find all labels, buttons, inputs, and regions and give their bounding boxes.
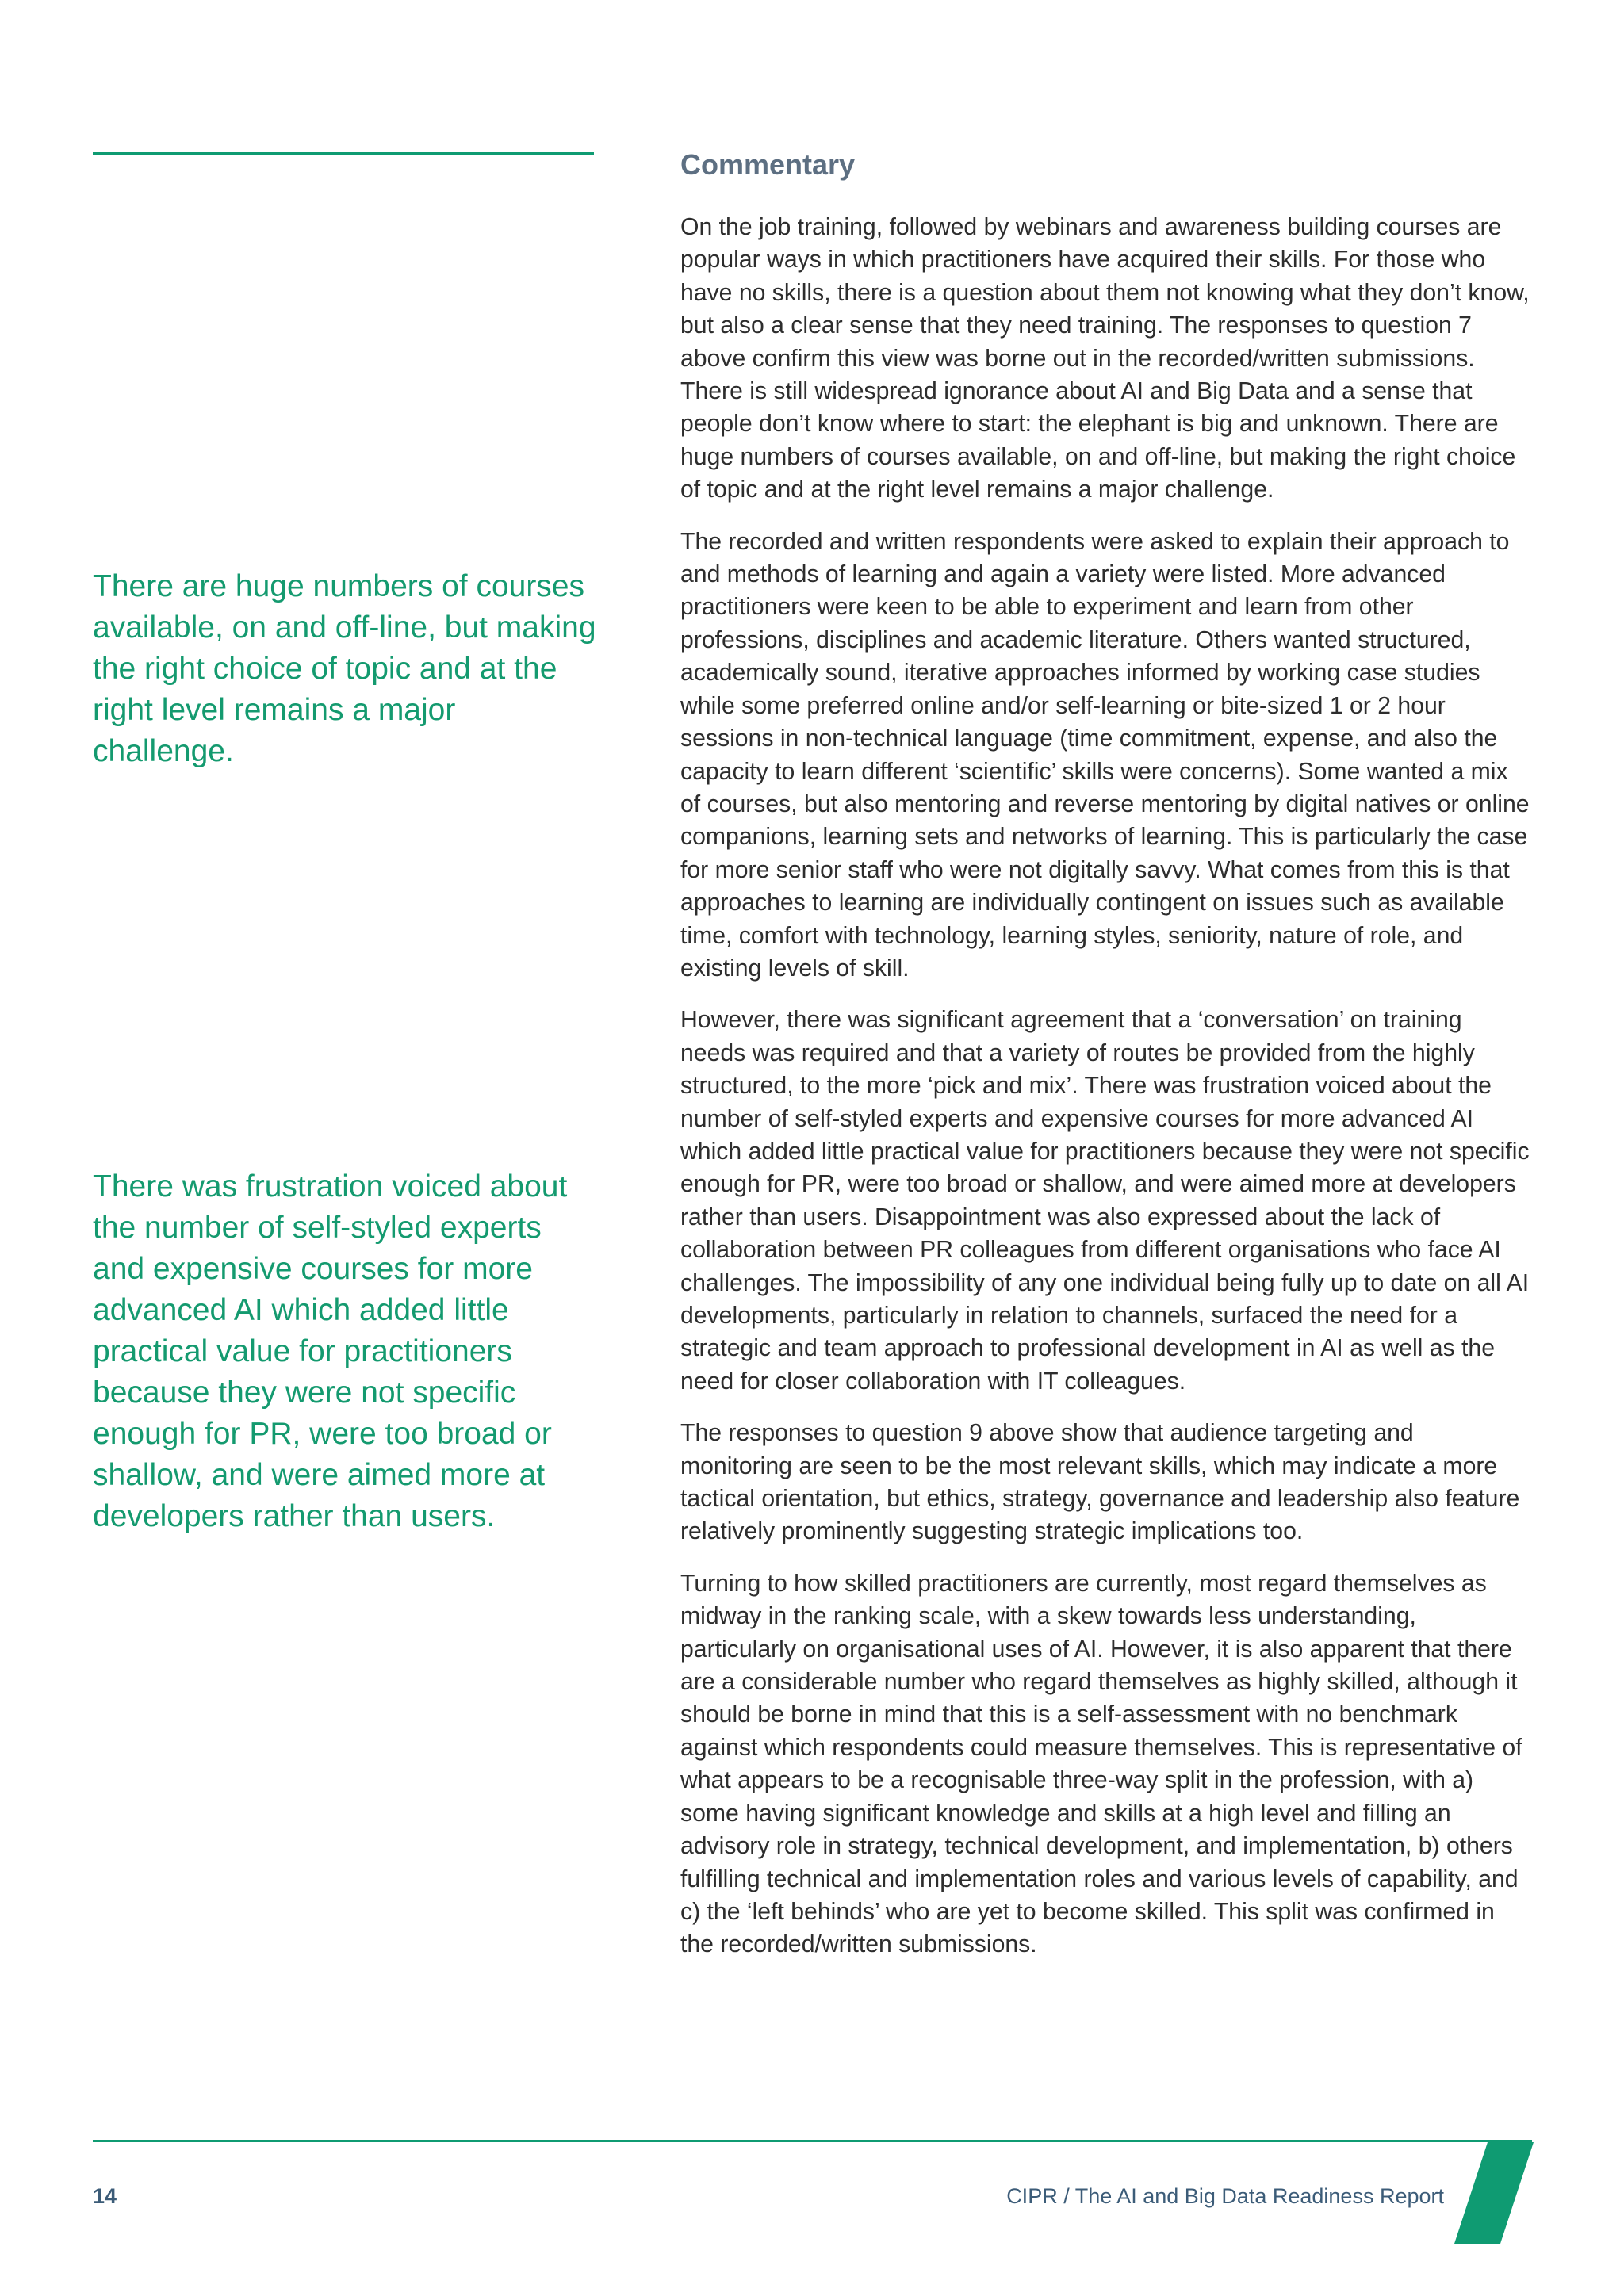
pullquote-frustration: There was frustration voiced about the number of self-styled experts and expensive courses for more advanced AI which added little practical value for practitioners because they were not specific enough for PR, were too broad or shallow, and were aimed more at developers rather than users. bbox=[93, 1169, 568, 1533]
paragraph-learning-methods: The recorded and written respondents were asked to explain their approach to and methods of learning and again a variety were listed. More advanced practitioners were keen to be able to experiment and learn from other professions, disciplines and academic literature. Others wanted structured, academically sound, iterative approaches informed by working case studies while some preferred online and/or self-learning or bite-sized 1 or 2 hour sessions in non-technical language (time commitment, expense, and also the capacity to learn different ‘scientific’ skills were concerns). Some wanted a mix of courses, but also mentoring and reverse mentoring by digital natives or online companions, learning sets and networks of learning. This is particularly the case for more senior staff who were not digitally savvy. What comes from this is that approaches to learning are individually contingent on issues such as available time, comfort with technology, learning styles, seniority, nature of role, and existing levels of skill. bbox=[680, 528, 1530, 982]
top-divider bbox=[93, 152, 594, 155]
paragraph-skill-levels: Turning to how skilled practitioners are currently, most regard themselves as midway in the ranking scale, with a skew towards less understanding, particularly on organisational uses of AI. However, it is also apparent that there are a considerable number who regard themselves as highly skilled, although it should be borne in mind that this is a self-assessment with no benchmark against which respondents could measure themselves. This is representative of what appears to be a recognisable three-way split in the profession, with a) some having significant knowledge and skills at a high level and filling an advisory role in strategy, technical development, and implementation, b) others fulfilling technical and implementation roles and various levels of capability, and c) the ‘left behinds’ who are yet to become skilled. This split was confirmed in the recorded/written submissions. bbox=[680, 1570, 1522, 1958]
section-heading: Commentary bbox=[680, 148, 856, 181]
pullquote-courses: There are huge numbers of courses available, on and off-line, but making the right choice of topic and at the right level remains a major challenge. bbox=[93, 569, 596, 768]
paragraph-agreement: However, there was significant agreement that a ‘conversation’ on training needs was required and that a variety of routes be provided from the highly structured, to the more ‘pick and mix’. There was frustration voiced about the number of self-styled experts and expensive courses for more advanced AI which added little practical value for practitioners because they were not specific enough for PR, were too broad or shallow, and were aimed more at developers rather than users. Disappointment was also expressed about the lack of collaboration between PR colleagues from different organisations who face AI challenges. The impossibility of any one individual being fully up to date on all AI developments, particularly in relation to channels, surfaced the need for a strategic and team approach to professional development in AI as well as the need for closer collaboration with IT colleagues. bbox=[680, 1007, 1530, 1395]
brand-slash-mark bbox=[1454, 2142, 1534, 2244]
page-number: 14 bbox=[93, 2184, 117, 2208]
paragraph-question-9: The responses to question 9 above show that audience targeting and monitoring are seen to be the most relevant skills, which may indicate a more tactical orientation, but ethics, strategy, governance and leadership also feature relatively prominently suggesting strategic implications too. bbox=[680, 1420, 1520, 1545]
paragraph-training: On the job training, followed by webinars and awareness building courses are popular ways in which practitioners have acquired their skills. For those who have no skills, there is a question about them not knowing what they don’t know, but also a clear sense that they need training. The responses to question 7 above confirm this view was borne out in the recorded/written submissions. There is still widespread ignorance about AI and Big Data and a sense that people don’t know where to start: the elephant is big and unknown. There are huge numbers of courses available, on and off-line, but making the right choice of topic and at the right level remains a major challenge. bbox=[680, 214, 1530, 503]
report-title: CIPR / The AI and Big Data Readiness Report bbox=[1006, 2184, 1444, 2208]
footer-divider bbox=[93, 2140, 1532, 2142]
commentary-section bbox=[680, 143, 1530, 1980]
